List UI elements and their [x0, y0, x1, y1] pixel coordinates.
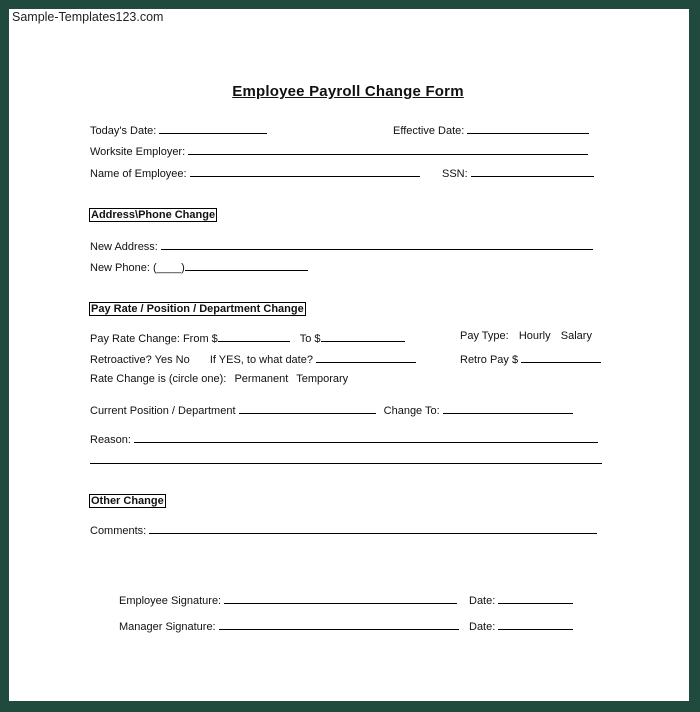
change-to-field[interactable] [443, 402, 573, 414]
comments-label: Comments: [90, 525, 147, 537]
manager-date-row [469, 618, 573, 633]
new-phone-label: New Phone: [90, 262, 150, 274]
manager-date-field[interactable] [498, 618, 573, 630]
reason-field[interactable] [134, 431, 598, 443]
reason-row [90, 431, 598, 446]
from-amount-field[interactable] [218, 330, 290, 342]
employee-name-row [90, 165, 420, 180]
effective-date-field[interactable] [467, 122, 589, 134]
address-phone-section-header: Address\Phone Change [91, 209, 216, 221]
to-label: To $ [299, 333, 321, 345]
employee-name-field[interactable] [190, 165, 420, 177]
ssn-field[interactable] [471, 165, 594, 177]
to-amount-field[interactable] [321, 330, 405, 342]
retro-date-field[interactable] [316, 351, 416, 363]
pay-rate-change-label: Pay Rate Change: [90, 333, 180, 345]
if-yes-label: If YES, to what date? [209, 354, 313, 366]
new-phone-field[interactable] [185, 259, 308, 271]
other-change-section-header: Other Change [91, 495, 164, 507]
employee-signature-label: Employee Signature: [119, 595, 222, 607]
comments-field[interactable] [149, 522, 597, 534]
retro-pay-field[interactable] [521, 351, 601, 363]
pay-type-row [460, 330, 592, 342]
ssn-row [442, 165, 594, 180]
salary-option[interactable]: Salary [560, 330, 592, 342]
worksite-employer-row [90, 143, 588, 158]
ssn-label: SSN: [442, 168, 468, 180]
employee-signature-field[interactable] [224, 592, 457, 604]
retroactive-label: Retroactive? [90, 354, 152, 366]
reason-extra-line[interactable] [90, 452, 602, 464]
manager-signature-row [119, 618, 459, 633]
rate-change-label: Rate Change is (circle one): [90, 373, 227, 385]
employee-date-label: Date: [469, 595, 496, 607]
pay-rate-section-header: Pay Rate / Position / Department Change [91, 303, 304, 315]
employee-name-label: Name of Employee: [90, 168, 187, 180]
new-phone-row [90, 259, 308, 274]
change-to-label: Change To: [383, 405, 440, 417]
rate-change-type-row [90, 373, 348, 385]
temporary-option[interactable]: Temporary [296, 373, 349, 385]
manager-date-label: Date: [469, 621, 496, 633]
employee-date-row [469, 592, 573, 607]
new-address-label: New Address: [90, 241, 158, 253]
effective-date-label: Effective Date: [393, 125, 465, 137]
current-position-label: Current Position / Department [90, 405, 236, 417]
form-title: Employee Payroll Change Form [232, 83, 464, 100]
manager-signature-label: Manager Signature: [119, 621, 216, 633]
employee-date-field[interactable] [498, 592, 573, 604]
employee-signature-row [119, 592, 457, 607]
retroactive-yes-option[interactable]: Yes [154, 354, 173, 366]
watermark: Sample-Templates123.com [12, 10, 164, 24]
worksite-employer-label: Worksite Employer: [90, 146, 186, 158]
current-position-field[interactable] [239, 402, 376, 414]
retro-pay-row [460, 351, 601, 366]
reason-extra-line-row [90, 452, 602, 467]
pay-type-label: Pay Type: [460, 330, 509, 342]
pay-rate-change-row [90, 330, 405, 345]
new-address-row [90, 238, 593, 253]
todays-date-field[interactable] [159, 122, 267, 134]
effective-date-row [393, 122, 589, 137]
comments-row [90, 522, 597, 537]
reason-label: Reason: [90, 434, 131, 446]
worksite-employer-field[interactable] [188, 143, 588, 155]
permanent-option[interactable]: Permanent [234, 373, 289, 385]
current-position-row [90, 402, 573, 417]
retroactive-no-option[interactable]: No [175, 354, 190, 366]
from-label: From $ [182, 333, 218, 345]
todays-date-row [90, 122, 267, 137]
retroactive-row [90, 351, 416, 366]
new-address-field[interactable] [161, 238, 593, 250]
retro-pay-label: Retro Pay $ [460, 354, 519, 366]
todays-date-label: Today's Date: [90, 125, 157, 137]
manager-signature-field[interactable] [219, 618, 459, 630]
hourly-option[interactable]: Hourly [518, 330, 551, 342]
phone-area-code[interactable]: (____) [153, 262, 185, 274]
